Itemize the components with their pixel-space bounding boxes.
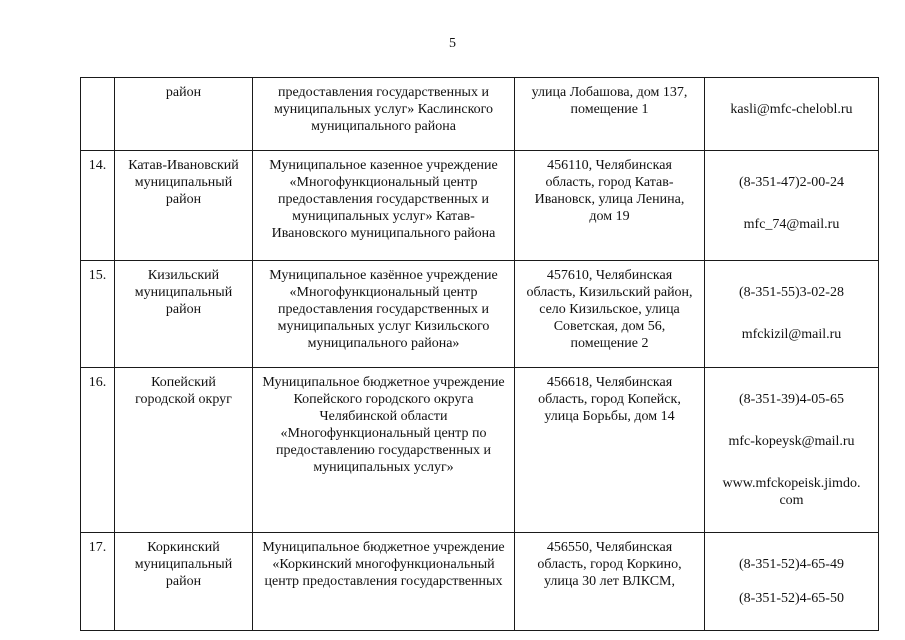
- address-cell: 456110, Челябинская область, город Катав- Ивановск, улица Ленина, дом 19: [515, 151, 705, 261]
- institution-cell: предоставления государственных и муниципальных услуг» Каслинского муниципального района: [253, 78, 515, 151]
- contacts-cell: [705, 78, 879, 151]
- phone-text: (8-351-39)4-05-65: [739, 392, 844, 407]
- institution-cell: Муниципальное бюджетное учреждение «Коркинский многофункциональный центр предоставления государственных: [253, 533, 515, 631]
- district-cell: Коркинский муниципальный район: [115, 533, 253, 631]
- contacts-cell: [705, 151, 879, 261]
- email-text: mfc_74@mail.ru: [743, 217, 840, 232]
- contacts-cell: [705, 368, 879, 533]
- table-row: [81, 533, 879, 631]
- district-cell: Копейский городской округ: [115, 368, 253, 533]
- row-number: 14.: [81, 151, 115, 261]
- phone-text: (8-351-55)3-02-28: [739, 285, 844, 300]
- row-number: 15.: [81, 261, 115, 368]
- mfc-directory-table: [80, 77, 879, 631]
- table-row: [81, 261, 879, 368]
- address-cell: 456618, Челябинская область, город Копейск, улица Борьбы, дом 14: [515, 368, 705, 533]
- row-number: [81, 78, 115, 151]
- row-number: 17.: [81, 533, 115, 631]
- table-row: [81, 151, 879, 261]
- website-text: www.mfckopeisk.jimdo. com: [722, 476, 861, 508]
- email-text: mfckizil@mail.ru: [741, 327, 842, 342]
- institution-cell: Муниципальное казенное учреждение «Многофункциональный центр предоставления государственных и муниципальных услуг» Катав- Ивановского муниципального района: [253, 151, 515, 261]
- phone-text: (8-351-52)4-65-50: [739, 591, 844, 606]
- phone-text: (8-351-47)2-00-24: [739, 175, 844, 190]
- address-cell: 456550, Челябинская область, город Коркино, улица 30 лет ВЛКСМ,: [515, 533, 705, 631]
- contacts-cell: [705, 261, 879, 368]
- row-number: 16.: [81, 368, 115, 533]
- contacts-cell: [705, 533, 879, 631]
- institution-cell: Муниципальное казённое учреждение «Многофункциональный центр предоставления государственных и муниципальных услуг Кизильского муниципального района»: [253, 261, 515, 368]
- district-cell: Катав-Ивановский муниципальный район: [115, 151, 253, 261]
- table-row: [81, 368, 879, 533]
- address-cell: 457610, Челябинская область, Кизильский район, село Кизильское, улица Советская, дом 56, помещение 2: [515, 261, 705, 368]
- email-text: mfc-kopeysk@mail.ru: [728, 434, 855, 449]
- district-cell: Кизильский муниципальный район: [115, 261, 253, 368]
- table-row: [81, 78, 879, 151]
- address-cell: улица Лобашова, дом 137, помещение 1: [515, 78, 705, 151]
- district-cell: район: [115, 78, 253, 151]
- email-text: kasli@mfc-chelobl.ru: [730, 102, 853, 117]
- phone-text: (8-351-52)4-65-49: [739, 557, 844, 572]
- institution-cell: Муниципальное бюджетное учреждение Копейского городского округа Челябинской области «Многофункциональный центр по предоставлению государственных и муниципальных услуг»: [253, 368, 515, 533]
- page-number: 5: [449, 36, 456, 51]
